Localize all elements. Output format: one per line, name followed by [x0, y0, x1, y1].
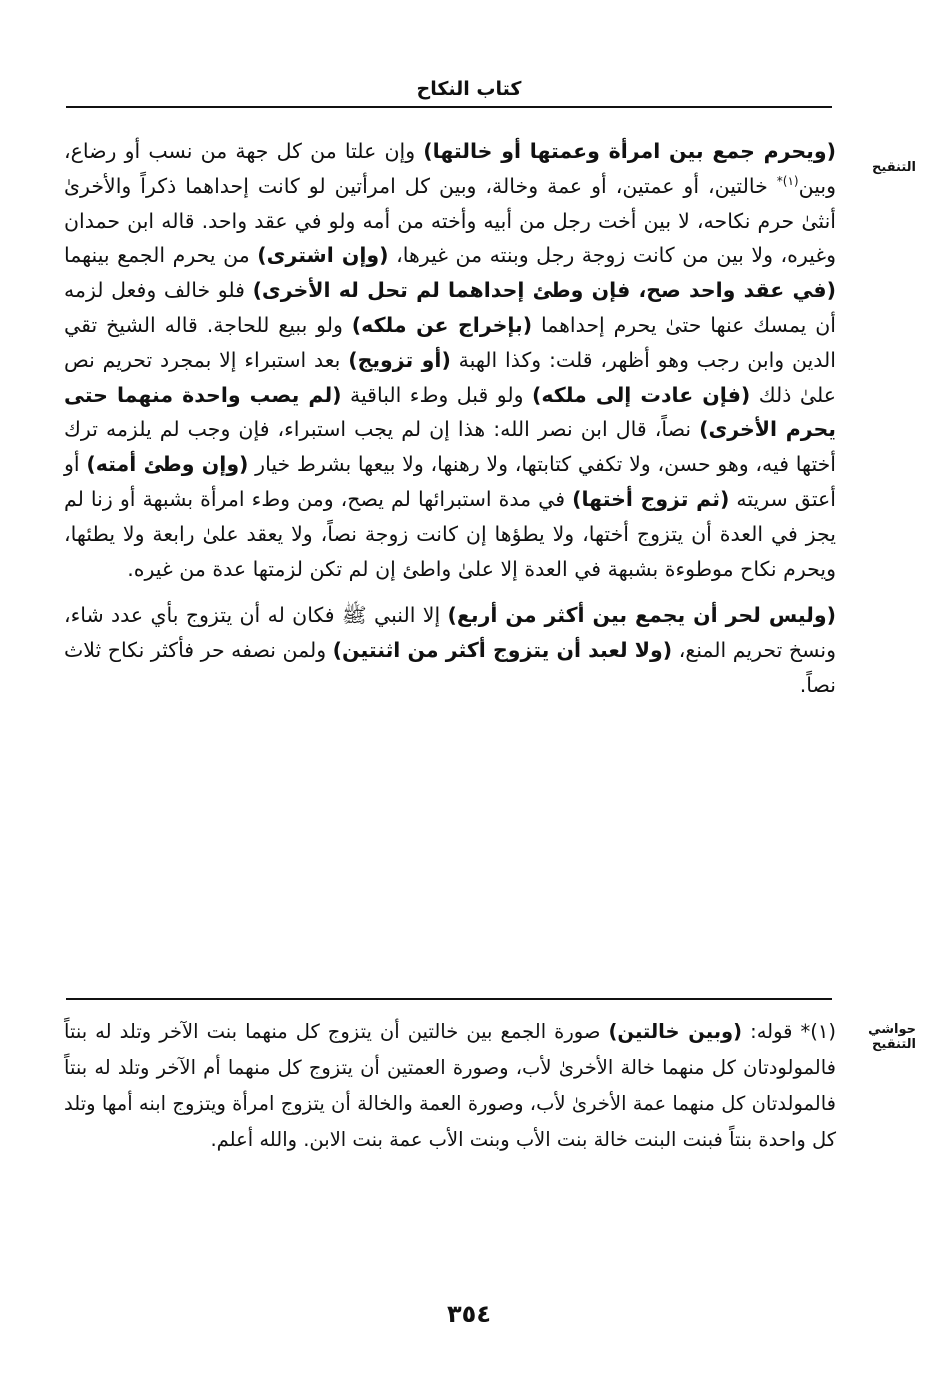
sharh-span: إلا النبي ﷺ فكان له أن يتزوج بأي عدد شاء، ونسخ تحريم المنع،	[64, 603, 836, 663]
footnote-number: (١)*	[800, 1020, 836, 1043]
sharh-span: ولمن نصفه حر فأكثر نكاح ثلاث نصاً.	[64, 638, 836, 697]
sharh-span: خالتين، أو عمتين، أو عمة وخالة، وبين كل امرأتين لو كانت إحداهما ذكراً والأخرىٰ أنثىٰ حرم نكاحه، لا بين أخت رجل من أبيه وأخته من أمه ولو في عقد واحد. قاله ابن حمدان وغيره، ولا بين من كانت زوجة رجل وبنته من غيرها،	[64, 173, 836, 268]
matn-span: (أو تزويج)	[348, 347, 451, 372]
matn-span: (بإخراج عن ملكه)	[351, 312, 533, 337]
matn-span: (وليس لحر أن يجمع بين أكثر من أربع)	[447, 603, 836, 628]
sharh-span: في مدة استبرائها لم يصح، ومن وطء امرأة بشبهة أو زنا لم يجز في العدة أن يتزوج أختها، ولا يطؤها إن كانت زوجة نصاً، ولا يعقد علىٰ رابعة ولا يطئها، ويحرم نكاح موطوءة بشبهة في العدة إلا علىٰ واطئ إن لم تكن لزمتها عدة من غيره.	[64, 486, 836, 581]
margin-label-notes: حواشي التنقيح	[868, 1022, 916, 1052]
footnote-1	[64, 1014, 836, 1158]
margin-label-main: التنقيح	[872, 160, 916, 175]
matn-span: (ويحرم جمع بين امرأة وعمتها أو خالتها)	[423, 139, 836, 163]
matn-span: (ثم تزوج أختها)	[572, 486, 730, 511]
footnote-quote: (وبين خالتين)	[608, 1020, 743, 1043]
matn-span: (في عقد واحد صح، فإن وطئ إحداهما لم تحل له الأخرى)	[252, 278, 836, 303]
header-rule	[66, 106, 832, 108]
footnotes	[64, 1014, 836, 1158]
footnote-span: قوله:	[742, 1020, 801, 1043]
sharh-span: من يحرم الجمع بينهما	[64, 243, 258, 268]
running-header: كتاب النكاح	[416, 78, 522, 100]
matn-span: (وإن اشترى)	[257, 243, 389, 268]
footnotes-rule	[66, 998, 832, 1000]
sharh-span: فلو خالف وفعل لزمه أن يمسك عنها حتىٰ يحرم إحداهما	[64, 278, 837, 337]
matn-span: (لم يصب واحدة منهما حتى يحرم الأخرى)	[64, 382, 836, 442]
sharh-span: أو أعتق سريته	[64, 452, 836, 511]
sharh-span: ولو قبل وطء الباقية	[341, 382, 532, 407]
matn-span: (ولا لعبد أن يتزوج أكثر من اثنتين)	[332, 638, 673, 663]
sharh-span: ولو ببيع للحاجة. قاله الشيخ تقي الدين وابن رجب وهو أظهر، قلت: وكذا الهبة	[64, 312, 836, 372]
page-number: ٣٥٤	[447, 1300, 491, 1328]
footnote-ref: (١)*	[776, 173, 799, 188]
footnote-span: صورة الجمع بين خالتين أن يتزوج كل منهما بنت الآخر وتلد له بنتاً فالمولودتان كل منهما خالة الأخرىٰ لأب، وصورة العمتين أن يتزوج كل منهما أم الآخر وتلد له بنتاً فالمولدتان كل منهما عمة الأخرىٰ لأب، وصورة العمة والخالة أن يتزوج امرأة ويتزوج ابنه أمها وتلد كل واحدة بنتاً فبنت البنت خالة بنت الأب وبنت الأب عمة بنت الابن. والله أعلم.	[64, 1020, 836, 1151]
matn-span: (وإن وطئ أمته)	[86, 452, 249, 477]
paragraph-1	[64, 134, 836, 586]
sharh-span: بعد استبراء إلا بمجرد تحريم نص علىٰ ذلك	[64, 347, 836, 407]
sharh-span: نصاً، قال ابن نصر الله: هذا إن لم يجب استبراء، فإن وجب لم يلزمه ترك أختها فيه، وهو حسن، ولا تكفي كتابتها، ولا رهنها، ولا بيعها بشرط خيار	[64, 417, 836, 477]
sharh-span: وإن علتا من كل جهة من نسب أو رضاع، وبين	[64, 139, 836, 198]
main-text	[64, 134, 836, 703]
paragraph-2	[64, 598, 836, 702]
matn-span: (فإن عادت إلى ملكه)	[531, 382, 751, 407]
